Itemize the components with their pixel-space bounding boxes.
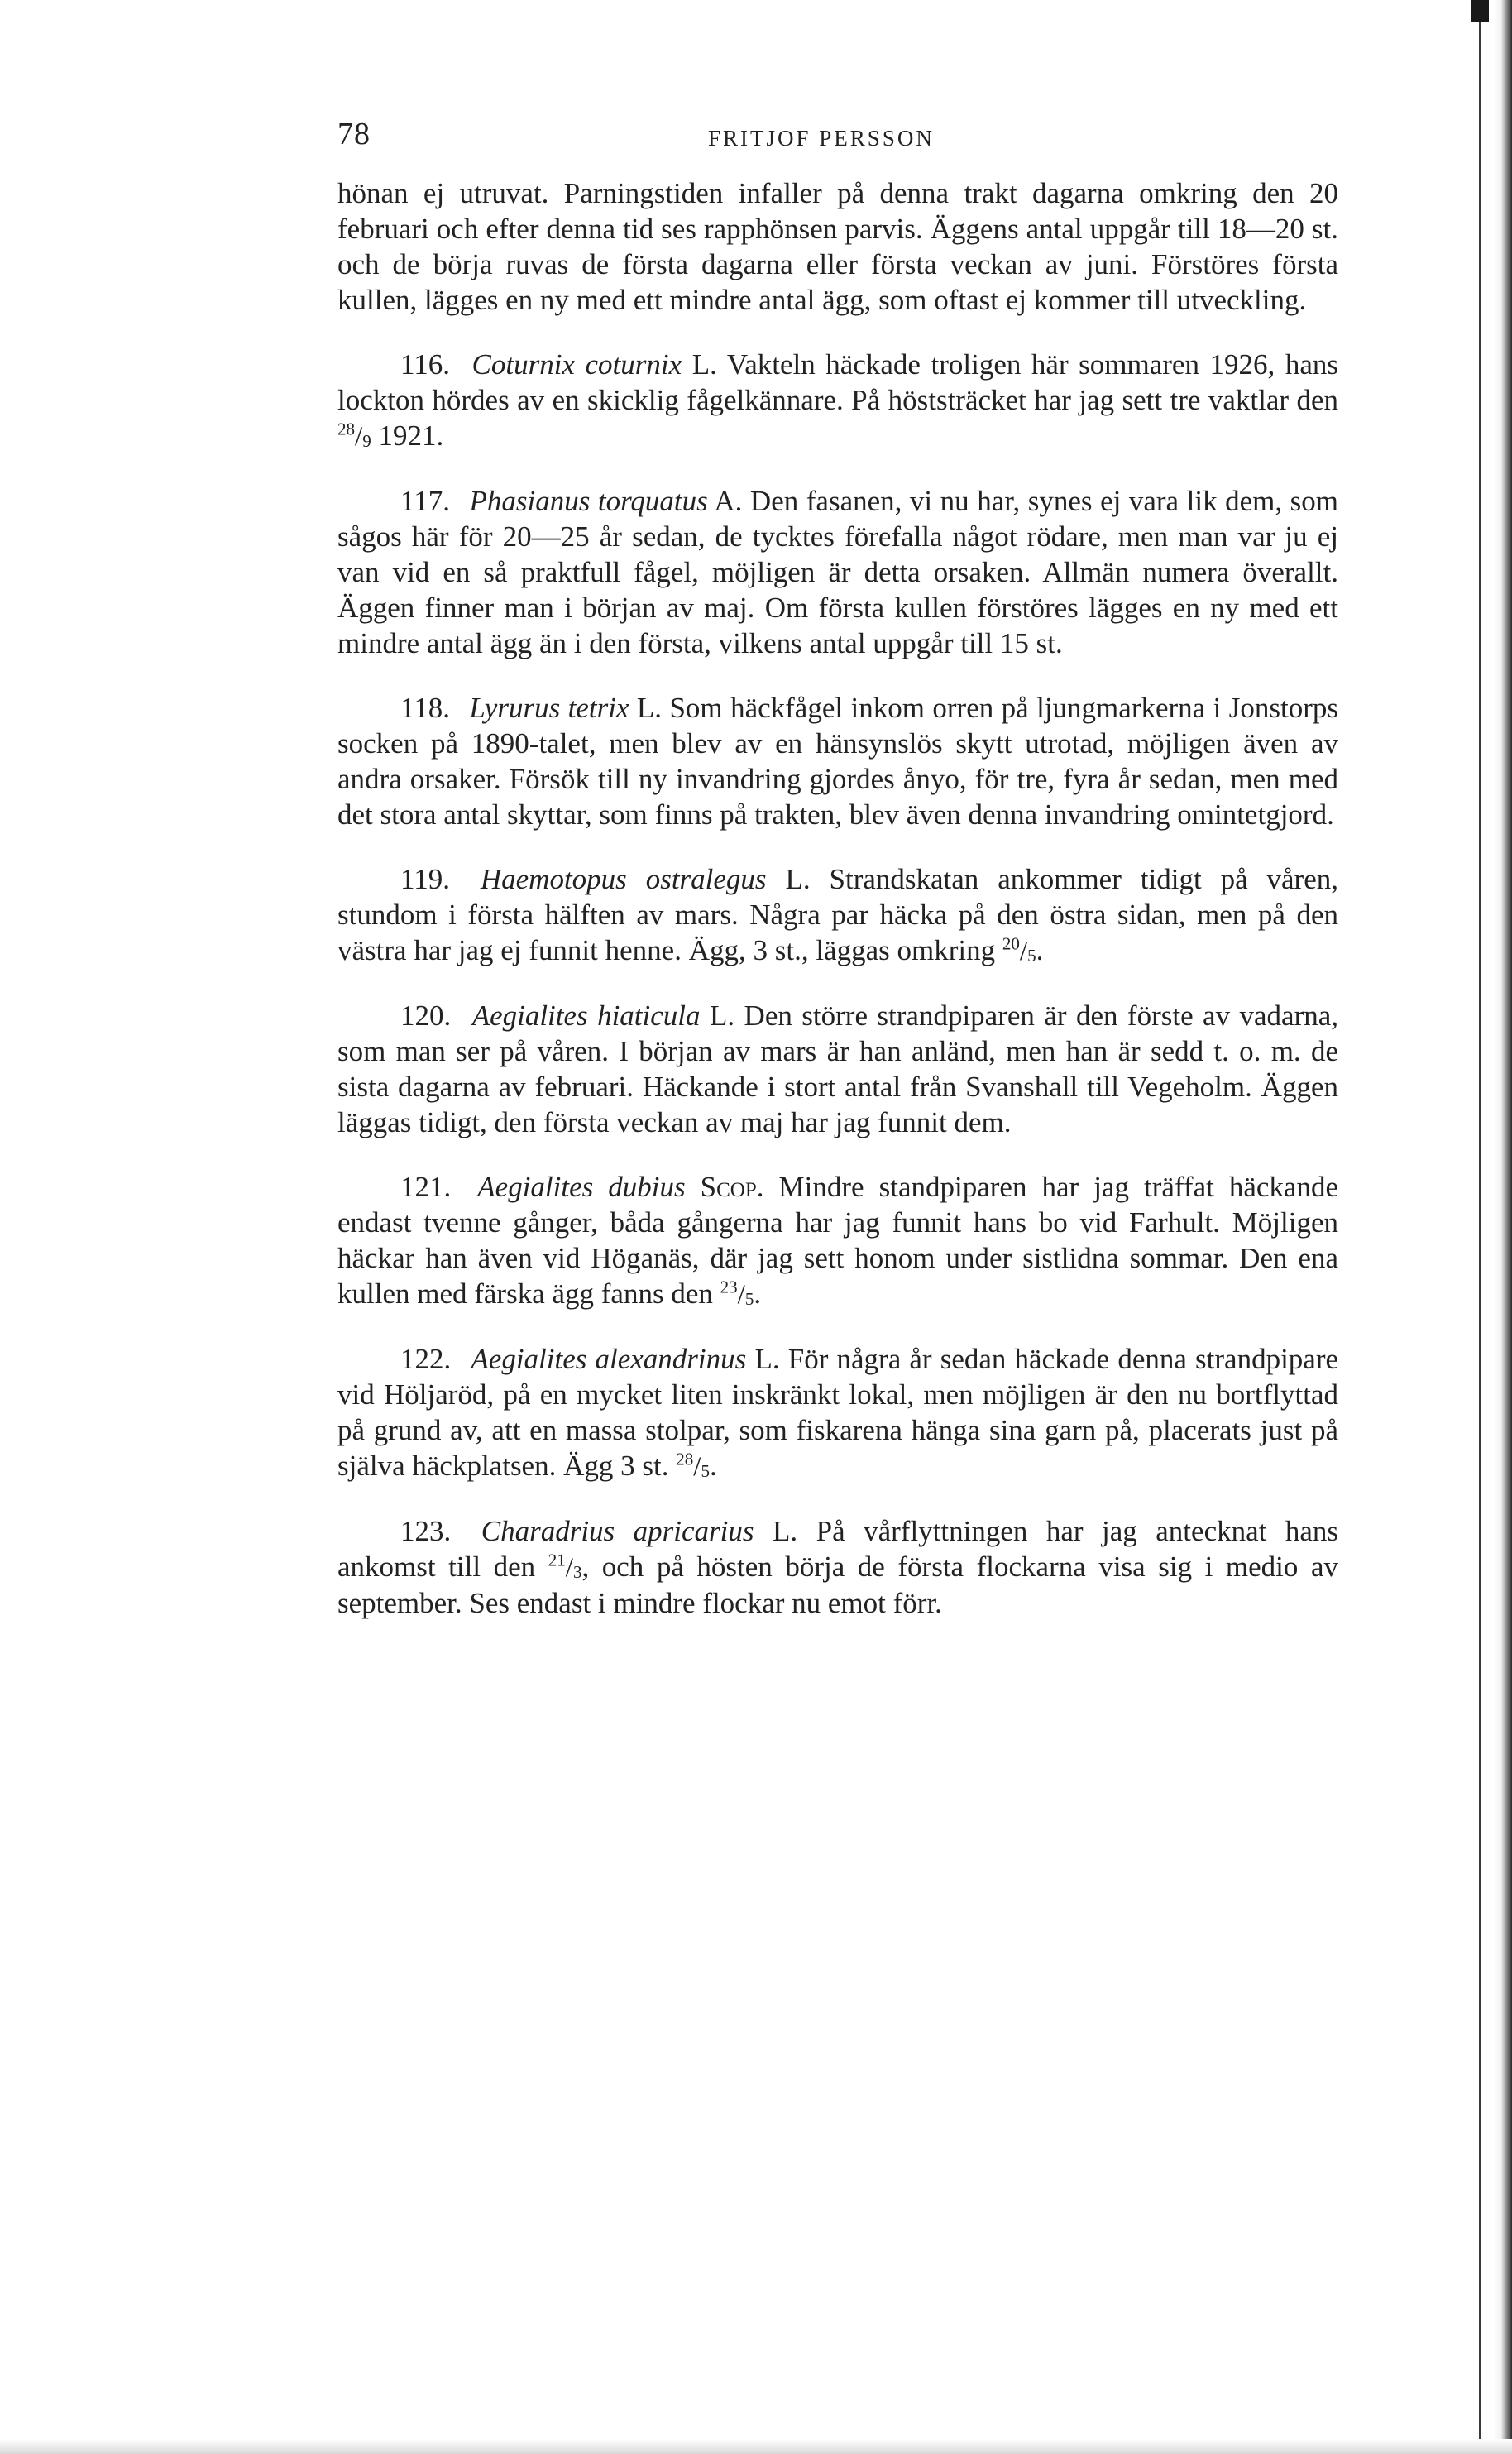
species-name: Charadrius apricarius [481, 1515, 754, 1547]
entry-text-end: 1921. [371, 419, 444, 452]
entry-text: Mindre standpiparen har jag träffat häckande endast tvenne gånger, båda gångerna har jag funnit hans bo vid Farhult. Möjligen häckar han även vid Höganäs, där jag sett honom under sistlidna sommar. Den ena kullen med färska ägg fanns den [337, 1171, 1338, 1310]
entry-text-end: . [1036, 934, 1044, 966]
date-month: 5 [744, 1289, 754, 1310]
species-entry-118 [337, 690, 1338, 832]
entry-text: Vakteln häckade troligen här sommaren 1926, hans lockton hördes av en skicklig fågelkännare. På höststräcket har jag sett tre vaktlar den [337, 348, 1338, 416]
species-entry-123: 123. Charadrius apricarius L. På vårflyttningen har jag antecknat hans ankomst till den $^{21}/_3$, och på hösten börja de första flockarna visa sig i medio av september. Ses endast i mindre flockar nu emot förr. [337, 1515, 1338, 1619]
running-head [337, 116, 1338, 165]
entry-text: För några år sedan häckade denna strandpipare vid Höljaröd, på en mycket liten inskränkt lokal, men möjligen är den nu bortflyttad på grund av, att en massa stolpar, som fiskarena hänga sina garn på, placerats just på själva häckplatsen. Ägg 3 st. [337, 1343, 1339, 1482]
date-month: 3 [572, 1562, 582, 1583]
entry-text: Som häckfågel inkom orren på ljungmarkerna i Jonstorps socken på 1890-talet, men blev av en hänsynslös skytt utrotad, möjligen även av andra orsaker. Försök till ny invandring gjordes ånyo, för tre, fyra år sedan, men med det stora antal skyttar, som finns på trakten, blev även denna invandring omintetgjord. [337, 692, 1338, 831]
date-month: 5 [701, 1461, 710, 1482]
date-month: 9 [362, 431, 371, 452]
entry-number: 123. [400, 1515, 452, 1547]
species-author: L. [785, 863, 811, 895]
entry-text-end: . [754, 1277, 762, 1310]
species-name: Coturnix coturnix [471, 348, 682, 381]
entry-number: 116. [400, 348, 450, 381]
body-text [337, 175, 1338, 1621]
species-name: Aegialites alexandrinus [471, 1343, 747, 1375]
date-day: 28 [337, 419, 355, 439]
entry-number: 121. [400, 1171, 452, 1203]
date-day: 20 [1002, 933, 1020, 954]
species-name: Lyrurus tetrix [469, 692, 629, 724]
species-name: Aegialites hiaticula [471, 999, 701, 1032]
species-name: Aegialites dubius [477, 1171, 686, 1203]
scan-edge-bottom [0, 2439, 1512, 2454]
entry-text: Den fasanen, vi nu har, synes ej vara lik dem, som sågos här för 20—25 år sedan, de tycktes förefalla något rödare, men man var ju ej van vid en så praktfull fågel, möjligen är detta orsaken. Allmän numera överallt. Äggen finner man i början av maj. Om första kullen förstöres lägges en ny med ett mindre antal ägg än i den första, vilkens antal uppgår till 15 st. [337, 485, 1338, 659]
entry-text-end: . [709, 1450, 717, 1482]
species-author: A. [714, 485, 743, 517]
species-entry-116: 116. Coturnix coturnix L. Vakteln häckade troligen här sommaren 1926, hans lockton hördes av en skicklig fågelkännare. På höststräcket har jag sett tre vaktlar den $^{28}/_9$ 1921. [337, 348, 1338, 452]
date-day: 23 [720, 1277, 738, 1297]
scan-corner-mark [1471, 0, 1489, 22]
species-author: L. [754, 1343, 780, 1375]
entry-text: Den större strandpiparen är den förste av vadarna, som man ser på våren. I början av mars är han anländ, men han är sedd t. o. m. de sista dagarna av februari. Häckande i stort antal från Svanshall till Vegeholm. Äggen läggas tidigt, den första veckan av maj har jag funnit dem. [337, 999, 1339, 1138]
date-day: 28 [676, 1449, 694, 1469]
entry-number: 122. [400, 1343, 452, 1375]
date-month: 5 [1027, 946, 1036, 966]
species-author: L. [636, 692, 663, 724]
scan-border-line [1479, 0, 1481, 2454]
running-title: FRITJOF PERSSON [708, 126, 935, 151]
species-author: L. [772, 1515, 798, 1547]
scan-edge-right [1494, 0, 1512, 2454]
species-name: Haemotopus ostralegus [480, 863, 767, 895]
entry-text: Strandskatan ankommer tidigt på våren, stundom i första hälften av mars. Några par häcka på den östra sidan, men på den västra har jag ej funnit henne. Ägg, 3 st., läggas omkring [337, 863, 1338, 966]
species-author: L. [691, 348, 717, 381]
entry-text: På vårflyttningen har jag antecknat hans ankomst till den [337, 1515, 1338, 1583]
species-entry-122: 122. Aegialites alexandrinus L. För några år sedan häckade denna strandpipare vid Höljaröd, på en mycket liten inskränkt lokal, men möjligen är den nu bortflyttad på grund av, att en massa stolpar, som fiskarena hänga sina garn på, placerats just på själva häckplatsen. Ägg 3 st. $^{28}/_5$. [337, 1343, 1339, 1482]
entry-number: 118. [400, 692, 450, 724]
species-entry-120 [337, 998, 1338, 1140]
page-number: 78 [337, 117, 371, 151]
entry-number: 119. [400, 863, 450, 895]
intro-paragraph: hönan ej utruvat. Parningstiden infaller på denna trakt dagarna omkring den 20 februari och efter denna tid ses rapphönsen parvis. Äggens antal uppgår till 18—20 st. och de börja ruvas de första dagarna eller första veckan av juni. Förstöres första kullen, lägges en ny med ett mindre antal ägg, som oftast ej kommer till utveckling. [337, 177, 1338, 316]
date-day: 21 [548, 1550, 566, 1570]
species-name: Phasianus torquatus [469, 485, 708, 517]
species-entry-117 [337, 483, 1338, 661]
species-entry-119: 119. Haemotopus ostralegus L. Strandskatan ankommer tidigt på våren, stundom i första hälften av mars. Några par häcka på den östra sidan, men på den västra har jag ej funnit henne. Ägg, 3 st., läggas omkring $^{20}/_5$. [337, 863, 1338, 966]
book-page [337, 116, 1338, 1621]
species-author: Scop. [700, 1171, 764, 1203]
entry-number: 117. [400, 485, 450, 517]
species-entry-121: 121. Aegialites dubius Scop. Mindre standpiparen har jag träffat häckande endast tvenne gånger, båda gångerna har jag funnit hans bo vid Farhult. Möjligen häckar han även vid Höganäs, där jag sett honom under sistlidna sommar. Den ena kullen med färska ägg fanns den $^{23}/_5$. [337, 1171, 1338, 1310]
entry-number: 120. [400, 999, 452, 1032]
entry-text-end: , och på hösten börja de första flockarna visa sig i medio av september. Ses endast i mindre flockar nu emot förr. [337, 1551, 1338, 1619]
species-author: L. [709, 999, 735, 1032]
